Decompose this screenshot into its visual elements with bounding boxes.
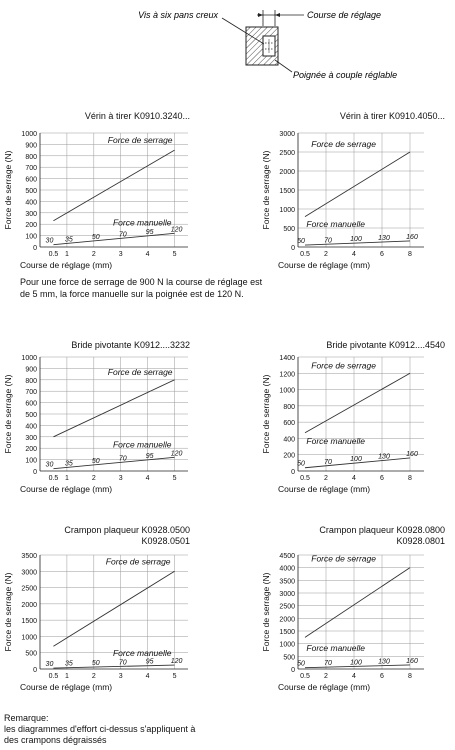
y-tick-label: 3000 <box>279 591 295 598</box>
y-tick-label: 4000 <box>279 565 295 573</box>
screw-label: Vis à six pans creux <box>138 10 218 20</box>
x-axis-title: Course de réglage (mm) <box>278 484 371 494</box>
y-tick-label: 2000 <box>21 601 37 609</box>
clamping-force-line <box>305 568 410 638</box>
x-tick-label: 4 <box>352 673 356 680</box>
y-tick-label: 4500 <box>279 553 295 560</box>
y-tick-label: 2000 <box>279 169 295 176</box>
x-tick-label: 0.5 <box>300 475 310 482</box>
y-axis-title: Force de serrage (N) <box>261 572 271 652</box>
hand-force-label: Force manuelle <box>306 642 365 653</box>
hand-force-value: 50 <box>297 238 305 246</box>
x-tick-label: 1 <box>64 251 69 258</box>
x-tick-label: 2 <box>324 673 328 680</box>
x-axis-title: Course de réglage (mm) <box>20 260 113 270</box>
y-tick-label: 600 <box>25 176 37 184</box>
x-tick-label: 5 <box>172 475 177 482</box>
hand-force-value: 95 <box>145 658 154 666</box>
chart-title-6-line-1: Crampon plaqueur K0928.0800 <box>319 525 445 535</box>
y-tick-label: 1500 <box>279 188 295 195</box>
y-tick-label: 400 <box>25 423 37 431</box>
chart-title-1-line: Vérin à tirer K0910.3240... <box>84 111 190 121</box>
y-tick-label: 600 <box>25 400 37 408</box>
hand-force-value: 120 <box>170 658 183 666</box>
x-tick-label: 2 <box>324 251 328 258</box>
remark-heading: Remarque: <box>4 713 49 723</box>
y-tick-label: 500 <box>283 654 295 662</box>
x-tick-label: 5 <box>172 673 177 680</box>
y-tick-label: 3000 <box>279 131 295 138</box>
hand-force-value: 50 <box>91 457 100 465</box>
chart-title-3-line: Bride pivotante K0912....3232 <box>71 340 190 350</box>
hand-force-label: Force manuelle <box>306 435 365 446</box>
y-tick-label: 3500 <box>21 553 37 560</box>
y-tick-label: 700 <box>25 389 37 397</box>
example-note-line-2: de 5 mm, la force manuelle sur la poignée est de 120 N. <box>20 289 244 299</box>
y-tick-label: 2500 <box>21 585 37 593</box>
remark <box>4 713 224 746</box>
hand-force-value: 70 <box>324 458 332 466</box>
chart-title-5-line-2: K0928.0501 <box>141 536 190 546</box>
clamping-force-label: Force de serrage <box>107 135 173 146</box>
clamping-force-label: Force de serrage <box>311 139 376 149</box>
y-tick-label: 3000 <box>21 569 37 577</box>
y-tick-label: 400 <box>283 436 295 444</box>
y-tick-label: 300 <box>25 210 37 218</box>
travel-label: Course de réglage <box>307 10 382 20</box>
x-tick-label: 4 <box>352 251 356 258</box>
handle-label: Poignée à couple réglable <box>293 70 398 80</box>
clamping-force-label: Force de serrage <box>107 366 173 377</box>
x-tick-label: 0.5 <box>300 251 310 258</box>
hand-force-value: 70 <box>118 231 127 239</box>
chart-title-4-line: Bride pivotante K0912....4540 <box>326 340 445 350</box>
hand-force-value: 30 <box>45 661 54 669</box>
hand-force-value: 160 <box>406 657 418 665</box>
x-tick-label: 3 <box>118 673 123 680</box>
x-tick-label: 1 <box>64 673 69 680</box>
hand-force-value: 100 <box>350 659 362 667</box>
hand-force-value: 50 <box>91 660 100 668</box>
x-tick-label: 1 <box>64 475 69 482</box>
chart-title-6-line-2: K0928.0801 <box>396 536 445 546</box>
y-tick-label: 1000 <box>279 387 295 395</box>
hand-force-value: 100 <box>350 456 362 464</box>
y-axis-title: Force de serrage (N) <box>261 150 271 230</box>
clamping-force-label: Force de serrage <box>105 556 171 567</box>
x-tick-label: 2 <box>91 475 96 482</box>
y-axis-title: Force de serrage (N) <box>3 374 13 454</box>
example-note <box>20 276 262 300</box>
x-tick-label: 8 <box>408 673 412 680</box>
y-tick-label: 900 <box>25 142 37 150</box>
hand-force-value: 130 <box>378 658 390 666</box>
hand-force-value: 70 <box>324 660 332 668</box>
hand-force-value: 95 <box>145 228 154 236</box>
x-tick-label: 2 <box>91 251 96 258</box>
hand-force-value: 95 <box>145 452 154 460</box>
y-tick-label: 1000 <box>21 131 37 138</box>
y-tick-label: 800 <box>25 377 37 385</box>
hand-force-value: 50 <box>91 233 100 241</box>
x-tick-label: 4 <box>145 673 150 680</box>
remark-line-2: des crampons dégraissés <box>4 735 107 745</box>
y-tick-label: 0 <box>33 469 37 476</box>
y-tick-label: 500 <box>25 412 37 419</box>
y-tick-label: 400 <box>25 199 37 207</box>
x-tick-label: 8 <box>408 475 412 482</box>
y-tick-label: 800 <box>25 153 37 161</box>
x-tick-label: 4 <box>145 251 150 258</box>
y-axis-title: Force de serrage (N) <box>3 572 13 652</box>
hand-force-value: 70 <box>324 237 332 245</box>
clamping-force-label: Force de serrage <box>311 360 376 371</box>
y-tick-label: 1000 <box>21 355 37 362</box>
y-tick-label: 500 <box>25 650 37 658</box>
y-tick-label: 2000 <box>279 616 295 624</box>
hand-force-value: 160 <box>406 233 418 241</box>
y-tick-label: 3500 <box>279 578 295 586</box>
y-tick-label: 300 <box>25 434 37 442</box>
y-tick-label: 200 <box>25 222 37 230</box>
y-tick-label: 500 <box>25 188 37 195</box>
y-tick-label: 200 <box>283 452 295 460</box>
y-tick-label: 1000 <box>279 641 295 649</box>
hand-force-value: 130 <box>378 453 390 461</box>
x-axis-title: Course de réglage (mm) <box>20 484 113 494</box>
x-tick-label: 6 <box>380 673 384 680</box>
y-tick-label: 1400 <box>279 355 295 362</box>
hand-force-value: 30 <box>45 237 54 245</box>
x-tick-label: 2 <box>91 673 96 680</box>
x-tick-label: 4 <box>352 475 356 482</box>
x-tick-label: 0.5 <box>48 475 59 482</box>
example-note-line-1: Pour une force de serrage de 900 N la course de réglage est <box>20 277 263 287</box>
hand-force-value: 50 <box>297 660 305 668</box>
y-tick-label: 1000 <box>279 207 295 214</box>
y-tick-label: 900 <box>25 366 37 374</box>
x-tick-label: 0.5 <box>48 673 59 680</box>
x-tick-label: 0.5 <box>300 673 310 680</box>
x-tick-label: 6 <box>380 251 384 258</box>
x-axis-title: Course de réglage (mm) <box>20 682 113 692</box>
y-tick-label: 1200 <box>279 371 295 379</box>
hand-force-value: 130 <box>378 235 390 243</box>
x-axis-title: Course de réglage (mm) <box>278 260 371 270</box>
y-tick-label: 0 <box>33 245 37 252</box>
y-tick-label: 700 <box>25 165 37 173</box>
hand-force-value: 35 <box>65 236 73 244</box>
y-tick-label: 1500 <box>279 629 295 636</box>
hand-force-value: 70 <box>118 455 127 463</box>
y-tick-label: 0 <box>291 469 295 476</box>
x-tick-label: 3 <box>118 251 123 258</box>
y-tick-label: 2500 <box>279 150 295 157</box>
x-tick-label: 3 <box>118 475 123 482</box>
y-tick-label: 0 <box>291 245 295 252</box>
hand-force-value: 35 <box>65 460 73 468</box>
x-tick-label: 8 <box>408 251 412 258</box>
hand-force-value: 160 <box>406 450 418 458</box>
chart-title-5-line-1: Crampon plaqueur K0928.0500 <box>64 525 190 535</box>
hand-force-value: 120 <box>170 450 183 458</box>
hand-force-label: Force manuelle <box>112 217 172 228</box>
hand-force-value: 50 <box>297 460 305 468</box>
x-axis-title: Course de réglage (mm) <box>278 682 371 692</box>
y-tick-label: 0 <box>33 667 37 674</box>
chart-title-2-line: Vérin à tirer K0910.4050... <box>339 111 445 121</box>
hand-force-value: 30 <box>45 461 54 469</box>
y-tick-label: 1500 <box>21 618 37 626</box>
clamping-force-label: Force de serrage <box>311 553 376 564</box>
hand-force-value: 35 <box>65 660 73 668</box>
y-tick-label: 100 <box>25 233 37 241</box>
hand-force-label: Force manuelle <box>112 648 172 659</box>
hand-force-label: Force manuelle <box>112 439 172 450</box>
x-tick-label: 5 <box>172 251 177 258</box>
y-tick-label: 800 <box>283 403 295 411</box>
hand-force-value: 70 <box>118 659 127 667</box>
remark-line-1: les diagrammes d'effort ci-dessus s'appliquent à <box>4 724 196 734</box>
y-axis-title: Force de serrage (N) <box>261 374 271 454</box>
y-tick-label: 100 <box>25 457 37 465</box>
y-tick-label: 2500 <box>279 603 295 611</box>
x-tick-label: 0.5 <box>48 251 59 258</box>
y-tick-label: 500 <box>283 226 295 233</box>
y-tick-label: 0 <box>291 667 295 674</box>
x-tick-label: 4 <box>145 475 150 482</box>
hand-force-value: 100 <box>350 236 362 244</box>
x-tick-label: 6 <box>380 475 384 482</box>
hand-force-label: Force manuelle <box>306 218 365 229</box>
y-tick-label: 200 <box>25 446 37 454</box>
x-tick-label: 2 <box>324 475 328 482</box>
y-tick-label: 600 <box>283 420 295 428</box>
hand-force-value: 120 <box>170 226 183 234</box>
y-tick-label: 1000 <box>21 634 37 642</box>
y-axis-title: Force de serrage (N) <box>3 150 13 230</box>
